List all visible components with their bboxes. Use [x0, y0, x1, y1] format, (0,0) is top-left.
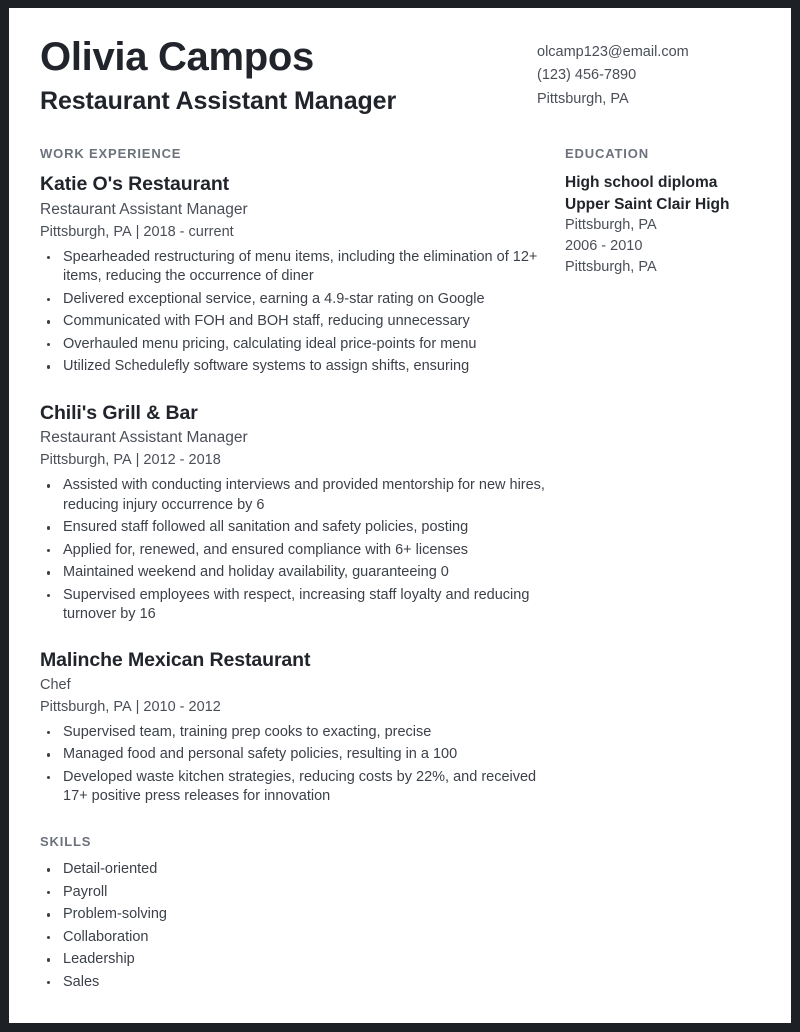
- experience-entry: [40, 401, 545, 625]
- resume-body: [40, 146, 769, 1003]
- resume-header: [40, 34, 769, 116]
- list-item: Overhauled menu pricing, calculating ideal price-points for menu: [40, 335, 545, 354]
- experience-organization: Chili's Grill & Bar: [40, 401, 198, 424]
- experience-dates: 2010 - 2012: [143, 698, 221, 715]
- experience-role: Restaurant Assistant Manager: [40, 200, 248, 218]
- experience-bullet-list: [40, 723, 545, 807]
- list-item: Assisted with conducting interviews and provided mentorship for new hires, reducing injury occurrence by 6: [40, 476, 545, 515]
- skills-title: SKILLS: [40, 834, 92, 850]
- experience-meta: [40, 222, 545, 243]
- meta-separator: |: [135, 698, 140, 715]
- meta-separator: |: [135, 224, 140, 241]
- contact-location: Pittsburgh, PA: [537, 90, 629, 107]
- experience-role: Restaurant Assistant Manager: [40, 428, 248, 446]
- experience-location: Pittsburgh, PA: [40, 224, 132, 241]
- experience-bullet-list: [40, 248, 545, 377]
- section-skills: [40, 834, 545, 992]
- experience-meta: [40, 450, 545, 471]
- list-item: Utilized Schedulefly software systems to assign shifts, ensuring: [40, 357, 545, 376]
- contact-email[interactable]: olcamp123@email.com: [537, 44, 689, 60]
- list-item: Leadership: [40, 950, 545, 969]
- list-item: Delivered exceptional service, earning a 4.9-star rating on Google: [40, 290, 545, 309]
- experience-location: Pittsburgh, PA: [40, 698, 132, 715]
- list-item: Supervised team, training prep cooks to exacting, precise: [40, 723, 545, 742]
- education-title: EDUCATION: [565, 146, 649, 162]
- resume-document: [9, 8, 791, 1023]
- experience-dates: 2012 - 2018: [143, 452, 221, 469]
- list-item: Detail-oriented: [40, 860, 545, 879]
- list-item: Sales: [40, 973, 545, 992]
- main-column: [40, 146, 545, 992]
- header-identity: [40, 34, 396, 116]
- list-item: Managed food and personal safety policies, resulting in a 100: [40, 745, 545, 764]
- experience-dates: 2018 - current: [143, 224, 234, 241]
- education-entry: [565, 172, 789, 278]
- education-school: Upper Saint Clair High: [565, 195, 730, 213]
- experience-entry: [40, 172, 545, 376]
- experience-organization: Katie O's Restaurant: [40, 173, 230, 196]
- education-dates: 2006 - 2010: [565, 237, 643, 254]
- list-item: Applied for, renewed, and ensured compliance with 6+ licenses: [40, 541, 545, 560]
- section-education: [565, 146, 789, 278]
- contact-phone[interactable]: (123) 456-7890: [537, 67, 637, 84]
- list-item: Ensured staff followed all sanitation and safety policies, posting: [40, 518, 545, 537]
- skills-list: [40, 860, 545, 992]
- experience-organization: Malinche Mexican Restaurant: [40, 649, 311, 672]
- meta-separator: |: [135, 452, 140, 469]
- candidate-headline: Restaurant Assistant Manager: [40, 87, 397, 116]
- list-item: Problem-solving: [40, 905, 545, 924]
- education-degree: High school diploma: [565, 174, 718, 192]
- list-item: Supervised employees with respect, increasing staff loyalty and reducing turnover by 16: [40, 586, 545, 625]
- list-item: Spearheaded restructuring of menu items, including the elimination of 12+ items, reducing the occurrence of diner: [40, 248, 545, 287]
- experience-meta: [40, 697, 545, 718]
- experience-bullet-list: [40, 476, 545, 624]
- education-location: Pittsburgh, PA: [565, 216, 657, 233]
- list-item: Maintained weekend and holiday availability, guaranteeing 0: [40, 563, 545, 582]
- list-item: Payroll: [40, 883, 545, 902]
- work-experience-title: WORK EXPERIENCE: [40, 146, 182, 162]
- experience-location: Pittsburgh, PA: [40, 452, 132, 469]
- education-extra: Pittsburgh, PA: [565, 258, 657, 275]
- contact-details: [537, 34, 769, 111]
- side-column: [565, 146, 789, 278]
- candidate-name: Olivia Campos: [40, 35, 314, 79]
- list-item: Collaboration: [40, 928, 545, 947]
- list-item: Communicated with FOH and BOH staff, reducing unnecessary: [40, 312, 545, 331]
- experience-entry: [40, 648, 545, 806]
- section-work-experience: [40, 146, 545, 806]
- experience-role: Chef: [40, 676, 71, 693]
- list-item: Developed waste kitchen strategies, reducing costs by 22%, and received 17+ positive press releases for innovation: [40, 768, 545, 807]
